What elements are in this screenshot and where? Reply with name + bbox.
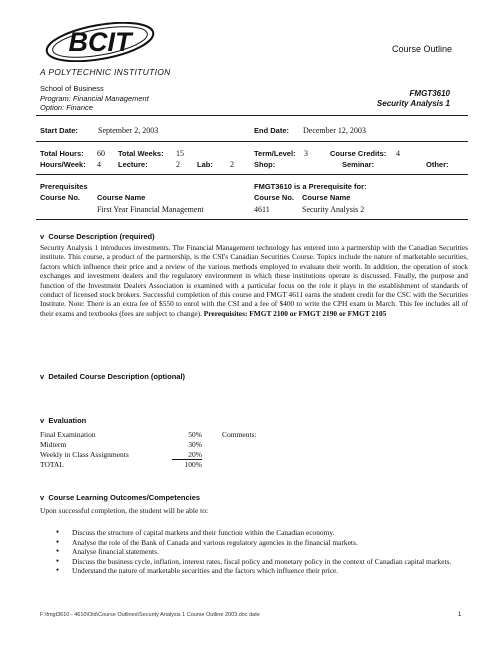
evaluation-item: Weekly in Class Assignments bbox=[40, 449, 129, 459]
prereq-course-no-label: Course No. bbox=[40, 193, 81, 202]
section-title: Detailed Course Description (optional) bbox=[48, 372, 186, 381]
end-date-label: End Date: bbox=[254, 126, 290, 135]
section-marker: v bbox=[40, 232, 45, 241]
term-level-value: 3 bbox=[304, 149, 308, 158]
total-hours-value: 60 bbox=[97, 149, 105, 158]
evaluation-weight: 30% bbox=[188, 439, 202, 449]
hours-week-label: Hours/Week: bbox=[40, 160, 86, 169]
hours-week-value: 4 bbox=[97, 160, 101, 169]
start-date-value: September 2, 2003 bbox=[98, 126, 159, 135]
prereq-for-heading: FMGT3610 is a Prerequisite for: bbox=[254, 182, 367, 191]
outcomes-intro: Upon successful completion, the student will be able to: bbox=[40, 506, 209, 515]
course-identifier bbox=[377, 89, 450, 109]
program-name: Program: Financial Management bbox=[40, 93, 149, 103]
shop-label: Shop: bbox=[254, 160, 276, 169]
bcit-logo-graphic bbox=[44, 22, 156, 62]
course-title: Security Analysis 1 bbox=[376, 99, 450, 108]
total-weeks-label: Total Weeks: bbox=[118, 149, 164, 158]
evaluation-comments-label: Comments: bbox=[222, 430, 257, 439]
option-name: Option: Finance bbox=[40, 103, 93, 112]
evaluation-item: Final Examination bbox=[40, 430, 96, 439]
course-credits-value: 4 bbox=[396, 149, 400, 158]
prereq-for-course-no-label: Course No. bbox=[254, 193, 295, 202]
lab-value: 2 bbox=[230, 160, 234, 169]
page-number: 1 bbox=[458, 612, 462, 618]
list-item: ● Discuss the structure of capital markets and their function within the Canadian economy. bbox=[56, 528, 466, 538]
prereq-for-course-name: Security Analysis 2 bbox=[302, 205, 365, 214]
course-credits-label: Course Credits: bbox=[330, 149, 387, 158]
detailed-description-heading bbox=[40, 372, 185, 381]
evaluation-weight: 50% bbox=[188, 430, 202, 439]
evaluation-weight: 20% bbox=[172, 450, 202, 461]
prereq-course-name: First Year Financial Management bbox=[97, 205, 204, 214]
course-description-text bbox=[40, 243, 468, 318]
institution-tagline: A POLYTECHNIC INSTITUTION bbox=[40, 67, 171, 77]
section-title: Course Description (required) bbox=[48, 232, 155, 241]
lecture-value: 2 bbox=[176, 160, 180, 169]
header-divider bbox=[36, 115, 468, 116]
prereq-for-course-no: 4611 bbox=[254, 205, 270, 214]
evaluation-heading bbox=[40, 416, 86, 425]
section-title: Evaluation bbox=[48, 416, 87, 425]
end-date-value: December 12, 2003 bbox=[303, 126, 366, 135]
logo-text: BCIT bbox=[68, 27, 132, 57]
school-name: School of Business bbox=[40, 84, 104, 93]
list-item: ● Analyse financial statements. bbox=[56, 547, 466, 557]
lab-label: Lab: bbox=[197, 160, 213, 169]
course-code: FMGT3610 bbox=[409, 89, 450, 98]
evaluation-item: Midterm bbox=[40, 439, 67, 449]
term-level-label: Term/Level: bbox=[254, 149, 296, 158]
bcit-logo bbox=[44, 22, 156, 62]
evaluation-total-value: 100% bbox=[184, 460, 202, 470]
total-hours-label: Total Hours: bbox=[40, 149, 84, 158]
evaluation-row bbox=[40, 440, 202, 450]
evaluation-row bbox=[40, 450, 202, 461]
section-title: Course Learning Outcomes/Competencies bbox=[48, 493, 201, 502]
list-item: ● Understand the nature of marketable securities and the factors which influence their price. bbox=[56, 566, 466, 576]
list-item: ● Analyse the role of the Bank of Canada and various regulatory agencies in the financial markets. bbox=[56, 538, 466, 548]
evaluation-table bbox=[40, 430, 202, 470]
seminar-label: Seminar: bbox=[342, 160, 375, 169]
outcomes-heading bbox=[40, 493, 200, 502]
dates-divider bbox=[36, 141, 468, 142]
prerequisites-heading: Prerequisites bbox=[40, 182, 88, 191]
other-label: Other: bbox=[426, 160, 449, 169]
start-date-label: Start Date: bbox=[40, 126, 78, 135]
section-marker: v bbox=[40, 416, 45, 425]
evaluation-row bbox=[40, 430, 202, 440]
description-body: Security Analysis 1 introduces investments. The Financial Management technology has entered into a partnership with the Canadian Securities institute. This course, a product of the partnership, is the CSI's Canadian Securities Course. Topics include the nature of marketable securities, factors which influence their price and a review of the various methods employed to evaluate their worth. In addition, the operation of stock exchanges and investment dealers and the regulatory environment in which these institutions operate is discussed. Finally, the purpose and function of the Investment Dealers Association is examined with a particular focus on the role it plays in the establishment of standards of conduct of licensed stock brokers. Successful completion of this course and FMGT 4611 earns the student credit for the CSC with the Securities Institute. Note: There is an extra fee of $550 to enrol with the CSI and a fee of $400 to write the CPH exam in March. This fee includes all of their exams and textbooks (fees are subject to change). bbox=[40, 243, 468, 318]
prereq-course-name-label: Course Name bbox=[97, 193, 146, 202]
hours-divider bbox=[36, 174, 468, 175]
evaluation-total-label: TOTAL bbox=[40, 460, 64, 470]
section-marker: v bbox=[40, 372, 45, 381]
section-marker: v bbox=[40, 493, 45, 502]
prereq-for-course-name-label: Course Name bbox=[302, 193, 351, 202]
outcomes-list bbox=[56, 528, 466, 576]
description-prereqs: Prerequisites: FMGT 2100 or FMGT 2190 or FMGT 2105 bbox=[203, 308, 387, 318]
evaluation-total-row bbox=[40, 460, 202, 470]
doc-type: Course Outline bbox=[392, 44, 453, 54]
list-item: ● Discuss the business cycle, inflation, interest rates, fiscal policy and monetary policy in the context of Canadian capital markets. bbox=[56, 557, 466, 567]
lecture-label: Lecture: bbox=[118, 160, 148, 169]
school-info bbox=[40, 84, 149, 113]
total-weeks-value: 15 bbox=[176, 149, 184, 158]
footer-file-path: F:\fmgt3610 - 4610\Old\Course Outlines\Security Analysis 1 Course Outline 2003.doc date bbox=[40, 612, 260, 618]
course-description-heading bbox=[40, 232, 155, 241]
prereq-divider bbox=[36, 219, 468, 220]
